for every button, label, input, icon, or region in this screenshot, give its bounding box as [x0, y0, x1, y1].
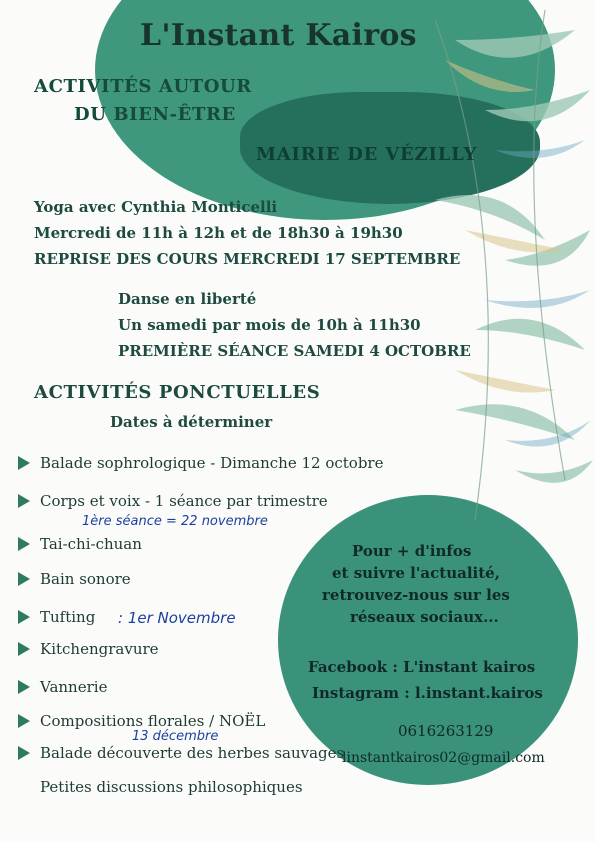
arrow-bullet-icon — [18, 642, 30, 656]
handwritten-note-corps: 1ère séance = 22 novembre — [82, 514, 268, 529]
yoga-restart: REPRISE DES COURS MERCREDI 17 SEPTEMBRE — [34, 250, 461, 268]
subtitle-line-1: ACTIVITÉS AUTOUR — [34, 76, 252, 97]
arrow-bullet-icon — [18, 494, 30, 508]
list-item — [18, 454, 383, 472]
info-line-1: Pour + d'infos — [352, 542, 472, 560]
arrow-bullet-icon — [18, 680, 30, 694]
dates-to-define: Dates à déterminer — [110, 413, 273, 431]
activity-label: Compositions florales / NOËL — [40, 712, 266, 730]
dance-title: Danse en liberté — [118, 290, 257, 308]
list-item — [18, 678, 107, 696]
activity-label: Balade sophrologique - Dimanche 12 octobre — [40, 454, 384, 472]
phone-number[interactable]: 0616263129 — [398, 722, 494, 740]
arrow-bullet-icon — [18, 714, 30, 728]
info-line-4: réseaux sociaux... — [350, 608, 499, 626]
info-line-2: et suivre l'actualité, — [332, 564, 500, 582]
activity-label: Vannerie — [40, 678, 108, 696]
activity-label: Bain sonore — [40, 570, 131, 588]
list-item — [18, 712, 265, 730]
leaves-illustration — [395, 0, 595, 842]
list-item — [18, 640, 159, 658]
activity-label: Petites discussions philosophiques — [40, 778, 303, 796]
activity-label: Tufting — [40, 608, 96, 626]
handwritten-note-tufting: : 1er Novembre — [118, 609, 236, 627]
activity-label: Balade découverte des herbes sauvages — [40, 744, 345, 762]
page-title: L'Instant Kairos — [140, 18, 417, 53]
list-item — [18, 608, 95, 626]
email-address[interactable]: linstantkairos02@gmail.com — [342, 750, 545, 766]
handwritten-note-noel: 13 décembre — [132, 729, 219, 744]
arrow-bullet-icon — [18, 610, 30, 624]
arrow-bullet-icon — [18, 456, 30, 470]
activity-label: Corps et voix - 1 séance par trimestre — [40, 492, 328, 510]
facebook-link[interactable]: Facebook : L'instant kairos — [308, 658, 536, 676]
list-item — [18, 535, 142, 553]
list-item — [18, 492, 328, 510]
arrow-bullet-icon — [18, 746, 30, 760]
activity-label: Tai-chi-chuan — [40, 535, 142, 553]
yoga-schedule: Mercredi de 11h à 12h et de 18h30 à 19h30 — [34, 224, 403, 242]
info-line-3: retrouvez-nous sur les — [322, 586, 510, 604]
subtitle-line-2: DU BIEN-ÊTRE — [74, 104, 236, 125]
list-item — [18, 744, 344, 762]
activity-label: Kitchengravure — [40, 640, 159, 658]
venue-label: MAIRIE DE VÉZILLY — [256, 144, 478, 165]
arrow-bullet-icon — [18, 537, 30, 551]
ponctuelles-heading: ACTIVITÉS PONCTUELLES — [34, 382, 321, 403]
instagram-link[interactable]: Instagram : l.instant.kairos — [312, 684, 543, 702]
dance-schedule: Un samedi par mois de 10h à 11h30 — [118, 316, 421, 334]
dance-first-session: PREMIÈRE SÉANCE SAMEDI 4 OCTOBRE — [118, 342, 471, 360]
yoga-title: Yoga avec Cynthia Monticelli — [34, 198, 278, 216]
list-item — [18, 778, 303, 796]
arrow-bullet-icon — [18, 572, 30, 586]
list-item — [18, 570, 131, 588]
